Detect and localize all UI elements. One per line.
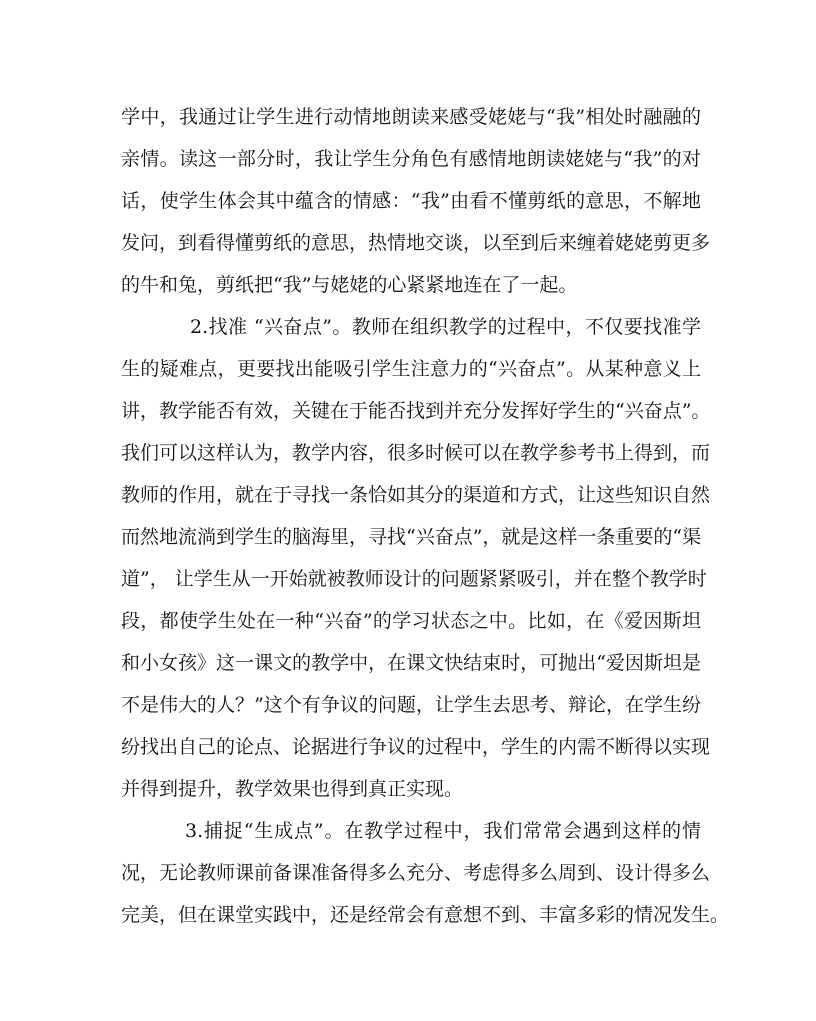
- body-text-line: 纷找出自己的论点、论据进行争议的过程中，学生的内需不断得以实现: [121, 736, 711, 758]
- body-text-line: 生的疑难点，更要找出能吸引学生注意力的“兴奋点”。从某种意义上: [121, 358, 701, 380]
- body-text-line: 道”， 让学生从一开始就被教师设计的问题紧紧吸引，并在整个教学时: [121, 568, 707, 590]
- body-text-line: 亲情。读这一部分时，我让学生分角色有感情地朗读姥姥与“我”的对: [121, 148, 701, 170]
- body-text-line: 况，无论教师课前备课准备得多么充分、考虑得多么周到、设计得多么: [121, 862, 711, 884]
- body-text-line: 话，使学生体会其中蕴含的情感：“我”由看不懂剪纸的意思，不解地: [121, 190, 701, 212]
- paragraph-2-heading-line: 2.找准 “兴奋点”。教师在组织教学的过程中，不仅要找准学: [190, 316, 701, 338]
- body-text-line: 的牛和兔，剪纸把“我”与姥姥的心紧紧地连在了一起。: [121, 274, 578, 296]
- body-text-line: 完美，但在课堂实践中，还是经常会有意想不到、丰富多彩的情况发生。: [121, 904, 730, 926]
- body-text-line: 而然地流淌到学生的脑海里，寻找“兴奋点”，就是这样一条重要的“渠: [121, 526, 702, 548]
- body-text-line: 发问，到看得懂剪纸的意思，热情地交谈，以至到后来缠着姥姥剪更多: [121, 232, 711, 254]
- body-text-line: 和小女孩》这一课文的教学中，在课文快结束时，可抛出“爱因斯坦是: [121, 652, 701, 674]
- paragraph-3-heading-line: 3.捕捉“生成点”。在教学过程中，我们常常会遇到这样的情: [185, 820, 701, 842]
- body-text-line: 讲，教学能否有效，关键在于能否找到并充分发挥好学生的“兴奋点”。: [121, 400, 711, 422]
- body-text-line: 我们可以这样认为，教学内容，很多时候可以在教学参考书上得到，而: [121, 442, 711, 464]
- body-text-line: 教师的作用，就在于寻找一条恰如其分的渠道和方式，让这些知识自然: [121, 484, 711, 506]
- body-text-line: 并得到提升，教学效果也得到真正实现。: [121, 778, 464, 800]
- body-text-line: 段，都使学生处在一种“兴奋”的学习状态之中。比如，在《爱因斯坦: [121, 610, 701, 632]
- body-text-line: 学中，我通过让学生进行动情地朗读来感受姥姥与“我”相处时融融的: [121, 106, 701, 128]
- body-text-line: 不是伟大的人？”这个有争议的问题，让学生去思考、辩论，在学生纷: [121, 694, 701, 716]
